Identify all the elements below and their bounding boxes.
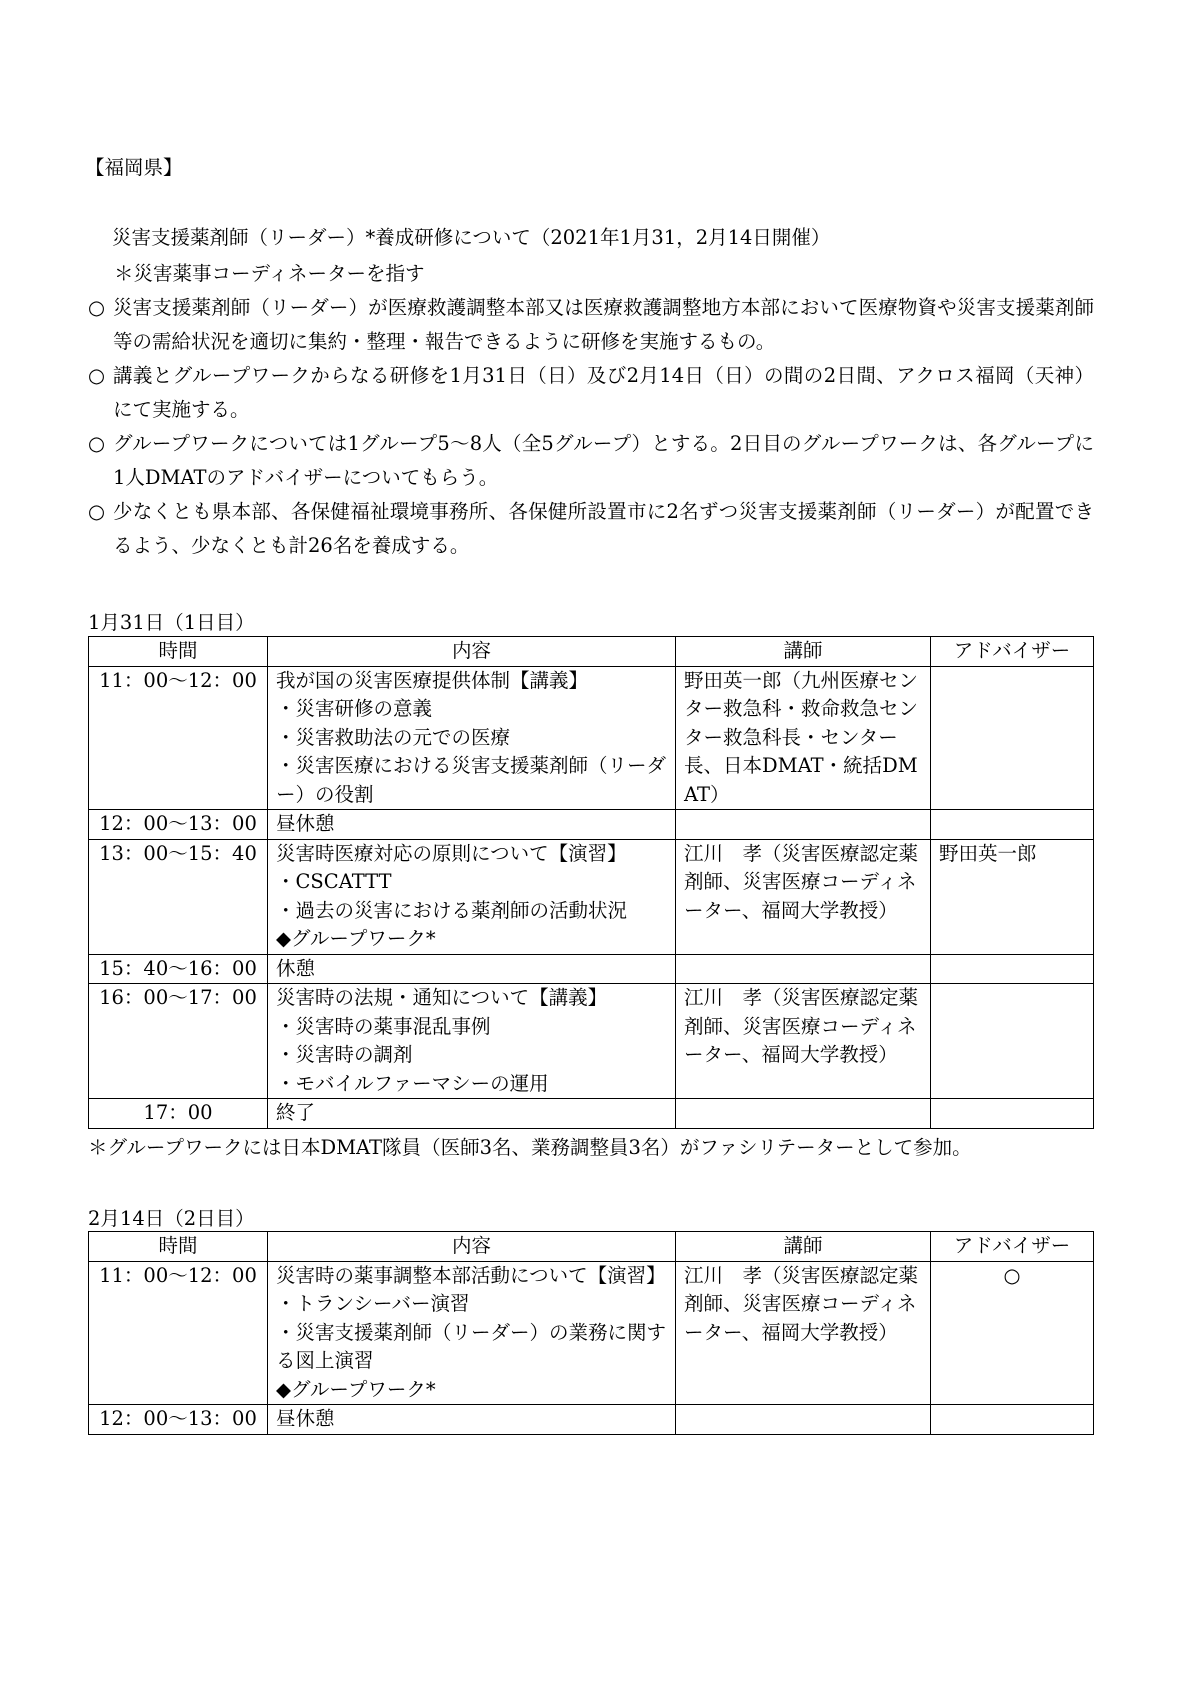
content-cell (268, 954, 676, 984)
advisor-cell (931, 810, 1094, 840)
content-line: 我が国の災害医療提供体制【講義】 (276, 668, 589, 692)
day2-caption: 2月14日（2日目） (88, 1207, 255, 1230)
time-cell: 13：00～15：40 (89, 839, 268, 954)
content-line: 昼休憩 (276, 812, 335, 835)
content-line: ◆グループワーク* (276, 927, 436, 950)
document-title: 災害支援薬剤師（リーダー）*養成研修について（2021年1月31，2月14日開催） (112, 226, 831, 249)
content-line: ・モバイルファーマシーの運用 (276, 1071, 549, 1095)
lecturer-text: 野田英一郎（九州医療センター救急科・救命救急センター救急科長・センター長、日本DMAT・統括DMAT） (684, 668, 919, 806)
header-content: 内容 (268, 637, 676, 667)
content-line: ・CSCATTT (276, 870, 392, 893)
header-time: 時間 (89, 1232, 268, 1262)
lecturer-cell (676, 1099, 931, 1129)
header-lecturer: 講師 (676, 1232, 931, 1262)
content-line: ・災害支援薬剤師（リーダー）の業務に関する図上演習 (276, 1320, 667, 1372)
content-cell (268, 984, 676, 1099)
content-cell (268, 839, 676, 954)
bullet-item (88, 291, 1094, 359)
content-line: ・トランシーバー演習 (276, 1292, 470, 1315)
header-time: 時間 (89, 637, 268, 667)
group-work-footnote: ＊グループワークには日本DMAT隊員（医師3名、業務調整員3名）がファシリテーターとして参加。 (88, 1136, 972, 1159)
header-advisor: アドバイザー (931, 637, 1094, 667)
table-row (89, 810, 1094, 840)
content-line: 災害時の薬事調整本部活動について【演習】 (276, 1263, 666, 1287)
bullet-mark: ○ (88, 500, 106, 523)
content-cell (268, 1405, 676, 1435)
bullet-text: グループワークについては1グループ5～8人（全5グループ）とする。2日目のグループワークは、各グループに1人DMATのアドバイザーについてもらう。 (113, 432, 1094, 489)
advisor-cell (931, 1099, 1094, 1129)
content-line: 終了 (276, 1101, 316, 1124)
content-cell (268, 810, 676, 840)
advisor-cell (931, 1405, 1094, 1435)
advisor-cell (931, 984, 1094, 1099)
bullet-item (88, 427, 1094, 495)
table-row (89, 666, 1094, 810)
advisor-cell (931, 666, 1094, 810)
content-line: ・災害救助法の元での医療 (276, 725, 511, 749)
bullet-text: 講義とグループワークからなる研修を1月31日（日）及び2月14日（日）の間の2日間、アクロス福岡（天神）にて実施する。 (113, 364, 1094, 421)
table-row (89, 984, 1094, 1099)
time-cell: 12：00～13：00 (89, 810, 268, 840)
day1-schedule-table (88, 636, 1094, 1129)
content-line: ・災害時の調剤 (276, 1043, 413, 1066)
lecturer-text: 江川 孝（災害医療認定薬剤師、災害医療コーディネーター、福岡大学教授） (684, 841, 919, 922)
time-cell: 17：00 (89, 1099, 268, 1129)
table-row (89, 954, 1094, 984)
bullet-mark: ○ (88, 432, 106, 455)
lecturer-cell (676, 666, 931, 810)
lecturer-cell (676, 984, 931, 1099)
time-cell: 11：00～12：00 (89, 666, 268, 810)
bullet-text: 災害支援薬剤師（リーダー）が医療救護調整本部又は医療救護調整地方本部において医療物資や災害支援薬剤師等の需給状況を適切に集約・整理・報告できるように研修を実施するもの。 (113, 296, 1094, 353)
lecturer-cell (676, 1261, 931, 1405)
header-content: 内容 (268, 1232, 676, 1262)
day2-schedule-table (88, 1231, 1094, 1435)
content-line: 休憩 (276, 956, 316, 980)
time-cell: 15：40～16：00 (89, 954, 268, 984)
content-line: ・災害研修の意義 (276, 697, 433, 720)
day1-caption: 1月31日（1日目） (88, 611, 255, 634)
lecturer-cell (676, 839, 931, 954)
time-cell: 11：00～12：00 (89, 1261, 268, 1405)
lecturer-cell (676, 810, 931, 840)
lecturer-text: 江川 孝（災害医療認定薬剤師、災害医療コーディネーター、福岡大学教授） (684, 1263, 919, 1344)
advisor-cell: ○ (931, 1261, 1094, 1405)
header-lecturer: 講師 (676, 637, 931, 667)
header-advisor: アドバイザー (931, 1232, 1094, 1262)
bullet-mark: ○ (88, 364, 106, 387)
time-cell: 16：00～17：00 (89, 984, 268, 1099)
bullet-item (88, 359, 1094, 427)
table-row (89, 839, 1094, 954)
table-row (89, 1405, 1094, 1435)
content-line: ・災害医療における災害支援薬剤師（リーダー）の役割 (276, 754, 667, 806)
content-line: ・過去の災害における薬剤師の活動状況 (276, 898, 628, 922)
time-cell: 12：00～13：00 (89, 1405, 268, 1435)
content-line: ◆グループワーク* (276, 1377, 436, 1401)
table-row (89, 1099, 1094, 1129)
advisor-cell: 野田英一郎 (931, 839, 1094, 954)
content-line: 昼休憩 (276, 1407, 335, 1430)
content-line: 災害時医療対応の原則について【演習】 (276, 841, 627, 865)
lecturer-cell (676, 1405, 931, 1435)
advisor-cell (931, 954, 1094, 984)
table-header-row (89, 1232, 1094, 1262)
content-cell (268, 666, 676, 810)
bullet-item (88, 495, 1094, 563)
lecturer-text: 江川 孝（災害医療認定薬剤師、災害医療コーディネーター、福岡大学教授） (684, 986, 919, 1066)
content-cell (268, 1099, 676, 1129)
bullet-list (88, 291, 1094, 563)
title-note: ＊災害薬事コーディネーターを指す (114, 262, 425, 285)
content-cell (268, 1261, 676, 1405)
prefecture-label: 【福岡県】 (85, 156, 183, 179)
lecturer-cell (676, 954, 931, 984)
bullet-mark: ○ (88, 296, 106, 319)
table-row (89, 1261, 1094, 1405)
content-line: ・災害時の薬事混乱事例 (276, 1014, 491, 1038)
content-line: 災害時の法規・通知について【講義】 (276, 986, 608, 1009)
bullet-text: 少なくとも県本部、各保健福祉環境事務所、各保健所設置市に2名ずつ災害支援薬剤師（リーダー）が配置できるよう、少なくとも計26名を養成する。 (113, 500, 1094, 557)
table-header-row (89, 637, 1094, 667)
